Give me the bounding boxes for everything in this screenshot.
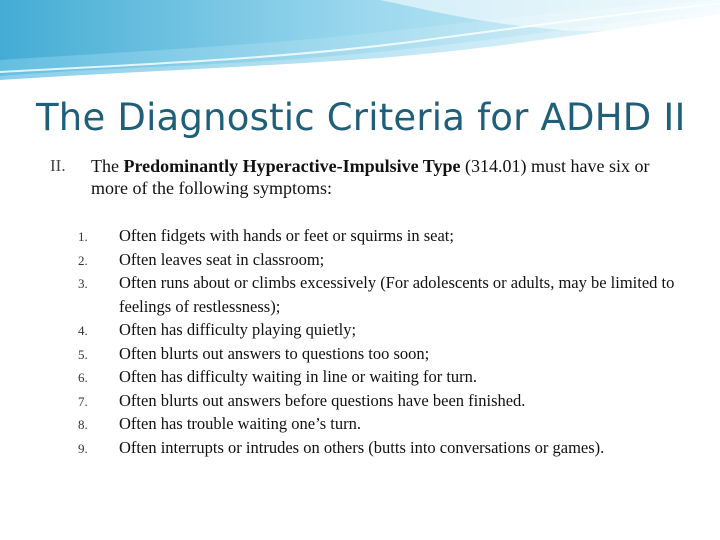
- list-item: [78, 412, 678, 436]
- section-suffix: (314.01) must have six or more of the following symptoms:: [91, 156, 650, 198]
- item-text: Often leaves seat in classroom;: [119, 249, 325, 269]
- item-number: 1.: [78, 229, 88, 244]
- item-number: 4.: [78, 323, 88, 338]
- item-text: Often has difficulty playing quietly;: [119, 320, 357, 339]
- list-item: [78, 271, 678, 318]
- item-number: 7.: [78, 393, 88, 409]
- list-item: [78, 342, 678, 366]
- section-prefix: The: [91, 156, 124, 176]
- item-text: Often blurts out answers before questions have been finished.: [119, 390, 526, 410]
- item-text: Often blurts out answers to questions too soon;: [119, 343, 430, 363]
- item-text: Often has trouble waiting one’s turn.: [119, 414, 361, 433]
- item-number: 3.: [78, 276, 88, 291]
- section-description: [91, 155, 681, 199]
- item-number: 9.: [78, 440, 88, 456]
- item-number: 5.: [78, 346, 88, 362]
- list-item: [78, 389, 678, 413]
- slide-title: The Diagnostic Criteria for ADHD II: [36, 96, 686, 139]
- section-numeral: II.: [50, 156, 66, 175]
- symptom-list: [78, 224, 678, 459]
- item-number: 6.: [78, 370, 88, 385]
- list-item: [78, 318, 678, 342]
- item-text: Often has difficulty waiting in line or waiting for turn.: [119, 367, 478, 386]
- list-item: [78, 248, 678, 272]
- item-number: 8.: [78, 417, 88, 432]
- list-item: [78, 224, 678, 248]
- list-item: [78, 436, 678, 460]
- item-text: Often runs about or climbs excessively (For adolescents or adults, may be limited to feelings of restlessness);: [119, 273, 675, 316]
- list-item: [78, 365, 678, 389]
- item-text: Often interrupts or intrudes on others (butts into conversations or games).: [119, 437, 605, 457]
- item-number: 2.: [78, 252, 88, 268]
- section-type-name: Predominantly Hyperactive-Impulsive Type: [123, 156, 461, 176]
- item-text: Often fidgets with hands or feet or squirms in seat;: [119, 226, 454, 245]
- wave-header-decoration: [0, 0, 720, 90]
